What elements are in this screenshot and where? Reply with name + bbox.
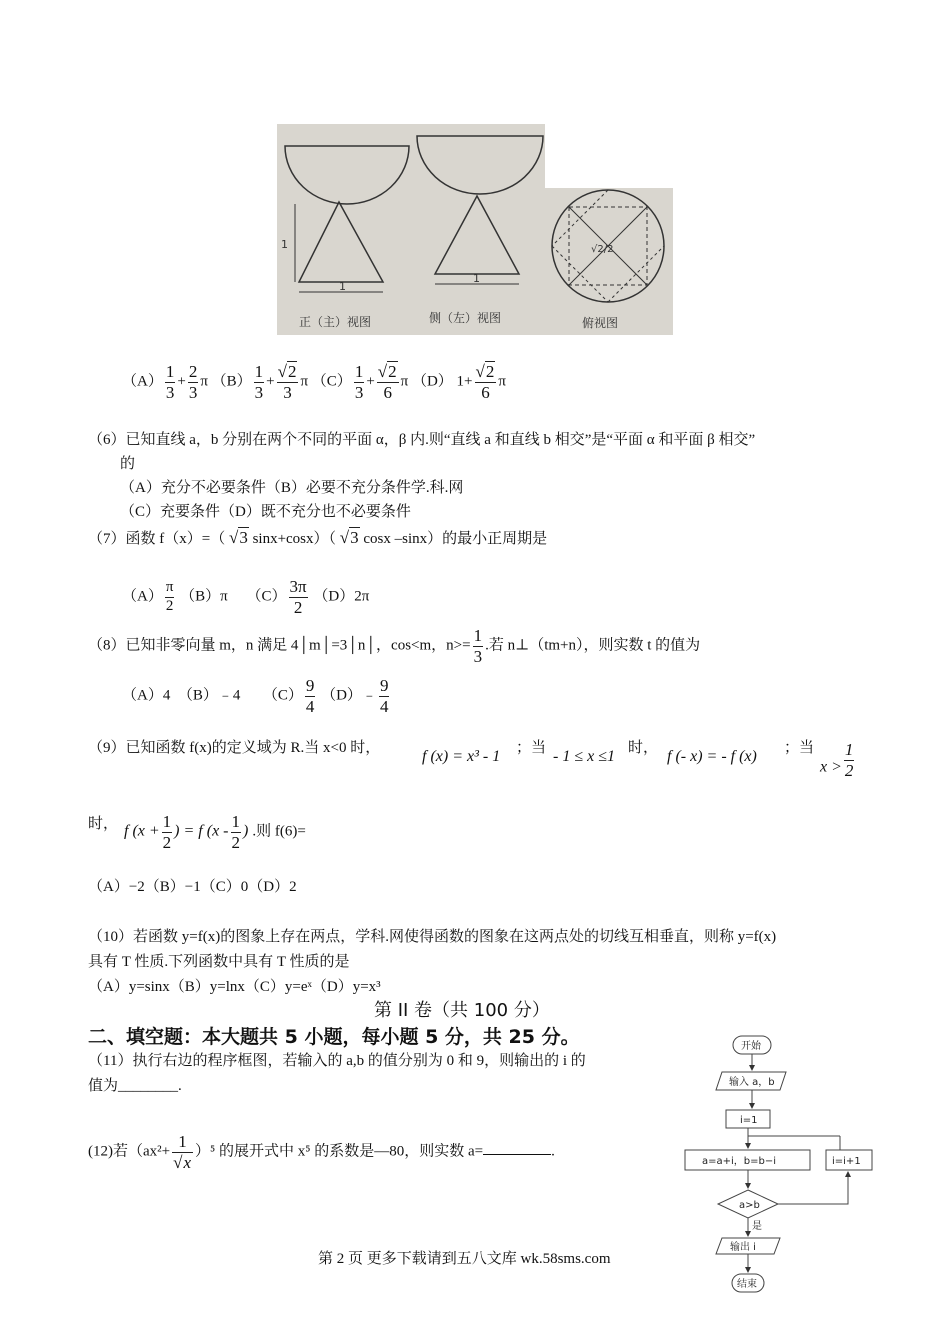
q8-stem-b: .若 n⊥（tm+n），则实数 t 的值为 xyxy=(485,637,701,654)
front-view-label: 正（主）视图 xyxy=(299,315,372,329)
page-footer: 第 2 页 更多下载请到五八文库 wk.58sms.com xyxy=(318,1251,611,1267)
flow-incr-text: i=i+1 xyxy=(832,1156,861,1167)
q6-stem-line1: （6）已知直线 a，b 分别在两个不同的平面 α，β 内.则“直线 a 和直线 b 相交”是“平面 α 和平面 β 相交” xyxy=(88,432,756,448)
top-view-dim-label: √2/2 xyxy=(591,244,614,255)
fraction: $\frac{√2}{6}$ xyxy=(377,362,397,402)
front-width-label: 1 xyxy=(339,280,346,293)
fraction: $\frac{\pi}{2}$ xyxy=(165,579,174,614)
q9-cond2 xyxy=(820,740,856,788)
sqrt3: √3 xyxy=(228,528,248,547)
q8-options-b: （D）﹣ xyxy=(321,687,377,704)
q7-option-b: （B）π xyxy=(180,588,228,605)
q9-stem-line2 xyxy=(88,812,118,833)
q9-stem-b-suffix: .则 f(6)= xyxy=(252,823,306,840)
q5-option-b-prefix: （B） xyxy=(211,373,252,390)
q7-option-a: （A） xyxy=(122,588,163,605)
q5-option-a-prefix: （A） xyxy=(122,373,163,390)
flow-init-text: i=1 xyxy=(740,1115,758,1126)
q9-f2: f (- x) = - f (x) xyxy=(667,748,757,765)
q9-semi1: ；当 xyxy=(516,740,547,756)
fraction: $\frac{√2}{3}$ xyxy=(277,362,297,402)
q9-shi: 时， xyxy=(628,740,659,756)
q8-options xyxy=(122,676,391,716)
q7-option-c: （C） xyxy=(246,588,287,605)
q5-option-d-prefix: （D） xyxy=(411,373,453,390)
q8-stem-a: （8）已知非零向量 m，n 满足 4│m│=3│n│，cos<m，n>= xyxy=(88,637,471,654)
fraction: $\frac{1}{3}$ xyxy=(254,362,264,402)
q12 xyxy=(88,1132,555,1172)
q9-stem-b-prefix: 时， xyxy=(88,816,119,832)
fraction: $\frac{√2}{6}$ xyxy=(475,362,495,402)
three-view-drawing xyxy=(277,124,545,335)
side-view-label: 侧（左）视图 xyxy=(429,311,502,325)
q8-options-a: （A）4 （B）﹣4 （C） xyxy=(122,687,303,704)
three-view-figure-front-side xyxy=(277,124,545,335)
fraction: $\frac{1}{3}$ xyxy=(473,626,483,666)
part2-title: 第 II 卷（共 100 分） xyxy=(374,1000,550,1021)
side-width-label: 1 xyxy=(473,272,480,285)
flow-output-text: 输出 i xyxy=(730,1242,756,1253)
q5-option-c-prefix: （C） xyxy=(311,373,352,390)
fraction: $\frac{9}{4}$ xyxy=(379,676,389,716)
q11-line1: （11）执行右边的程序框图，若输入的 a,b 的值分别为 0 和 9，则输出的 i 的 xyxy=(88,1053,586,1069)
top-view-label: 俯视图 xyxy=(582,316,619,330)
q10-line2: 具有 T 性质.下列函数中具有 T 性质的是 xyxy=(88,954,350,970)
fraction: $\frac{1}{2}$ xyxy=(162,812,172,852)
answer-blank xyxy=(483,1153,551,1155)
front-cone xyxy=(299,202,383,282)
flow-no-branch xyxy=(778,1172,848,1204)
flow-yes-text: 是 xyxy=(752,1221,762,1232)
q9-cond2-text: x > xyxy=(820,758,842,776)
top-view-drawing xyxy=(545,188,673,335)
q12-prefix: (12)若（ax²+ xyxy=(88,1143,171,1160)
front-height-label: 1 xyxy=(281,238,288,251)
fraction: $\frac{1}{2}$ xyxy=(231,812,240,852)
fraction: $\frac{3\pi}{2}$ xyxy=(289,577,307,617)
q7-stem-prefix: （7）函数 f（x）=（ xyxy=(88,531,226,547)
q6-options-line1: （A）充分不必要条件（B）必要不充分条件学.科.网 xyxy=(120,480,464,496)
flow-input-text: 输入 a，b xyxy=(729,1077,775,1088)
q11-line2: 值为________. xyxy=(88,1078,182,1094)
front-hemisphere xyxy=(285,146,409,204)
side-hemisphere xyxy=(417,136,543,194)
q6-stem-line2: 的 xyxy=(120,456,136,472)
side-cone xyxy=(435,196,519,274)
q5-options: （A） $\frac{1}{3}$ + $\frac{2}{3}$ π （B） $\frac{1}{3}$ + $\frac{√2}{3}$ π （C） $\frac{1}{3}$ + $\frac{√2}{6}$ π （D） 1+ $\frac{√2}{6}$ π xyxy=(122,362,506,402)
q12-suffix: . xyxy=(551,1143,555,1160)
q7-options xyxy=(122,577,369,617)
section2-heading: 二、填空题：本大题共 5 小题，每小题 5 分，共 25 分。 xyxy=(88,1026,580,1048)
flowchart xyxy=(680,1030,880,1296)
q7-stem xyxy=(88,527,547,548)
q7-stem-part2: cosx –sinx）的最小正周期是 xyxy=(363,531,548,547)
q6-options-line2: （C）充要条件（D）既不充分也不必要条件 xyxy=(120,504,411,520)
q10-line1: （10）若函数 y=f(x)的图象上存在两点，学科.网使得函数的图象在这两点处的切线互相垂直，则称 y=f(x) xyxy=(88,929,777,945)
fraction: $\frac{2}{3}$ xyxy=(188,362,198,402)
fraction: $\frac{1}{√x}$ xyxy=(173,1132,191,1172)
q9-options: （A）−2（B）−1（C）0（D）2 xyxy=(88,879,297,895)
sqrt3: √3 xyxy=(339,528,359,547)
q10-line3: （A）y=sinx（B）y=lnx（C）y=eˣ（D）y=x³ xyxy=(88,979,381,995)
q9-cond: - 1 ≤ x ≤1 xyxy=(553,748,615,765)
fraction: $\frac{1}{3}$ xyxy=(354,362,364,402)
q7-stem-part1: sinx+cosx）（ xyxy=(252,531,337,547)
q9-f1: f (x) = x³ - 1 xyxy=(422,748,501,765)
q9-stem-line1: （9）已知函数 f(x)的定义域为 R.当 x<0 时， xyxy=(88,740,381,756)
flow-end-text: 结束 xyxy=(737,1279,757,1290)
q9-semi2: ；当 xyxy=(784,740,815,756)
q7-option-d: （D）2π xyxy=(313,588,370,605)
three-view-figure-top xyxy=(545,188,673,335)
fraction: $\frac{9}{4}$ xyxy=(305,676,315,716)
flow-update-text: a=a+i，b=b−i xyxy=(702,1156,777,1167)
q8-stem xyxy=(88,626,700,666)
fraction: $\frac{1}{2}$ xyxy=(844,740,854,780)
flow-start-text: 开始 xyxy=(741,1041,761,1052)
q12-mid: ）⁵ 的展开式中 x⁵ 的系数是—80，则实数 a= xyxy=(195,1143,484,1160)
fraction: $\frac{1}{3}$ xyxy=(165,362,175,402)
flow-cond-text: a>b xyxy=(739,1200,760,1211)
q9-equation: f (x + $\frac{1}{2}$ ) = f (x - $\frac{1}{2}$ ) .则 f(6)= xyxy=(124,812,306,852)
